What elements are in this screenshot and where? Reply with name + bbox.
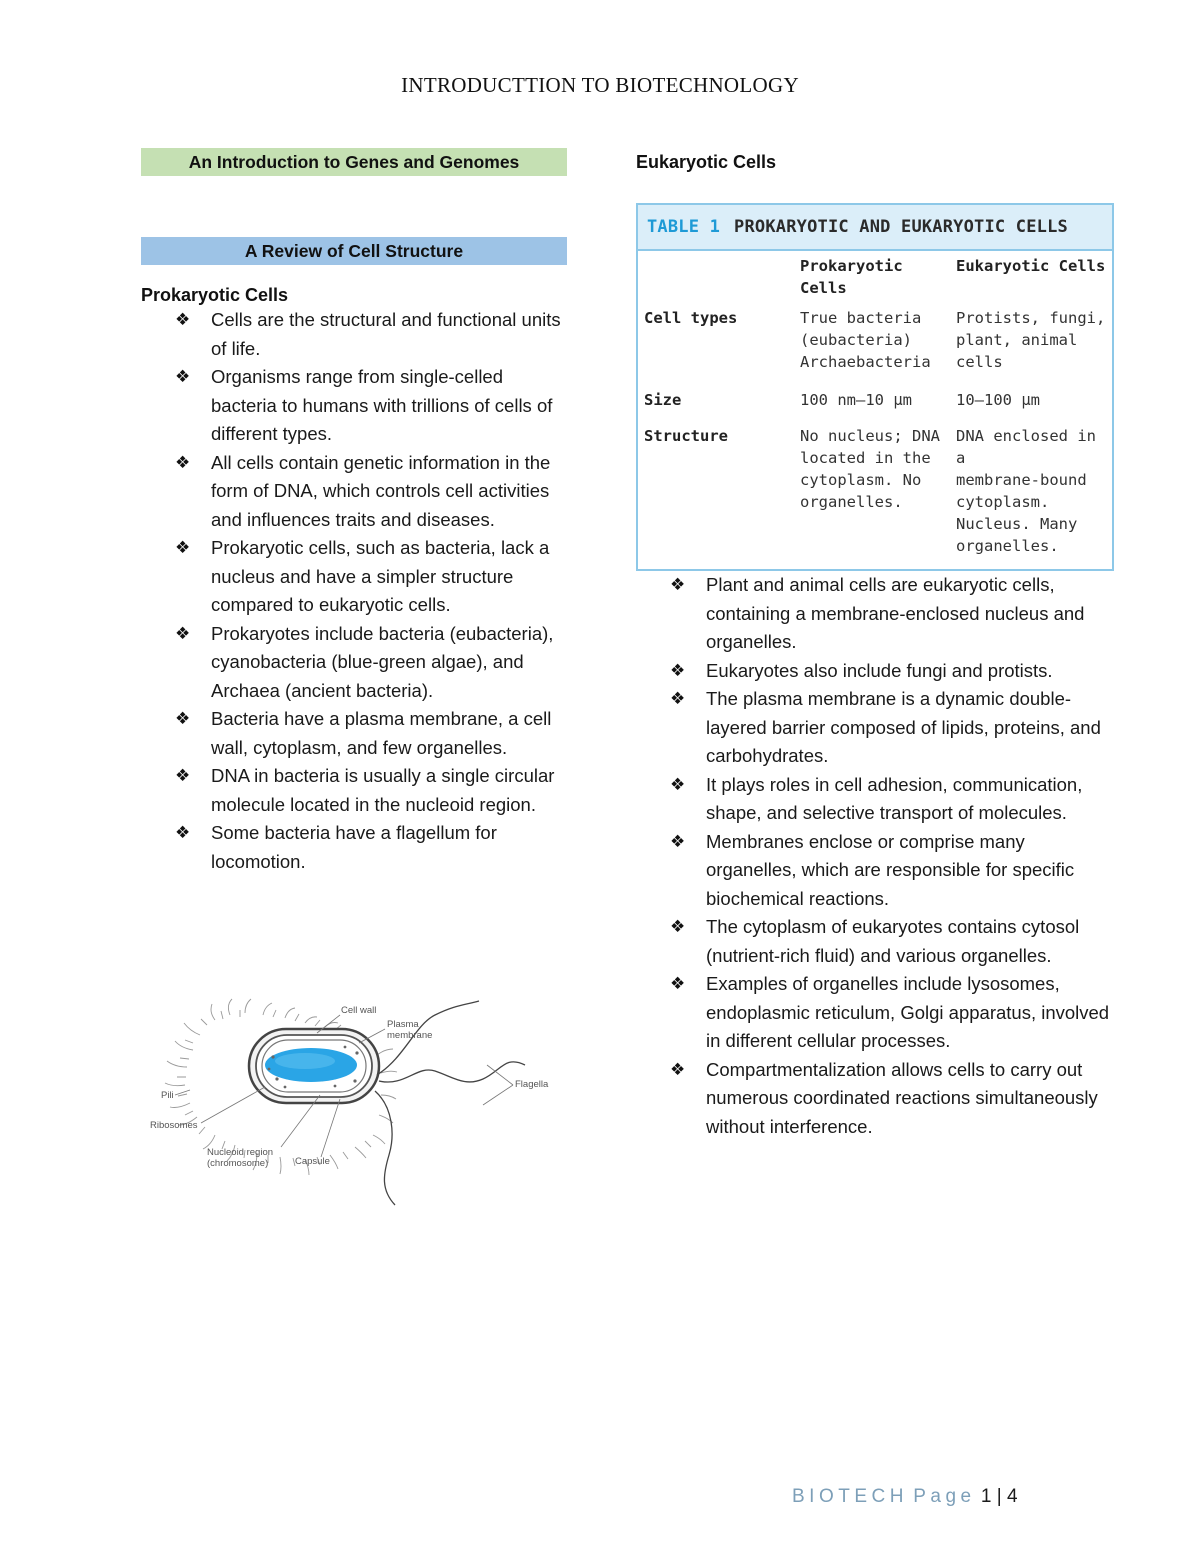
list-item-text: Plant and animal cells are eukaryotic cells, containing a membrane-enclosed nucleus and organelles. — [706, 574, 1085, 652]
diamond-bullet-icon: ❖ — [670, 575, 686, 595]
diamond-bullet-icon: ❖ — [670, 660, 686, 681]
eukaryotic-cells-heading: Eukaryotic Cells — [636, 152, 777, 172]
cell-line: (eubacteria) — [800, 331, 912, 349]
list-item-text: DNA in bacteria is usually a single circular molecule located in the nucleoid region. — [211, 765, 555, 815]
table-title: PROKARYOTIC AND EUKARYOTIC CELLS — [734, 217, 1068, 237]
list-item — [636, 685, 1116, 771]
list-item — [636, 828, 1116, 914]
table-row — [638, 307, 1112, 373]
list-item — [141, 620, 567, 706]
list-item-text: Prokaryotic cells, such as bacteria, lack a nucleus and have a simpler structure compared to eukaryotic cells. — [211, 537, 550, 615]
footer-page-total: 4 — [1006, 1486, 1018, 1507]
cell-line: membrane-bound — [956, 471, 1087, 489]
diamond-bullet-icon: ❖ — [670, 1059, 686, 1080]
list-item-text: The plasma membrane is a dynamic double-layered barrier composed of lipids, proteins, and carbohydrates. — [706, 688, 1101, 766]
list-item — [141, 705, 567, 762]
list-item — [141, 363, 567, 449]
column-header-prokaryotic: Prokaryotic Cells — [800, 257, 903, 297]
footer-label: BIOTECH — [792, 1486, 908, 1507]
section-band-genes-genomes: An Introduction to Genes and Genomes — [141, 148, 567, 176]
label-nucleoid-line1: Nucleoid region — [207, 1147, 274, 1158]
list-item-text: Cells are the structural and functional units of life. — [211, 309, 561, 359]
prokaryotic-cells-heading: Prokaryotic Cells — [141, 285, 289, 305]
cell-line: located in the — [800, 449, 931, 467]
section-band-cell-structure: A Review of Cell Structure — [141, 237, 567, 265]
list-item-text: Membranes enclose or comprise many organelles, which are responsible for specific biochemical reactions. — [706, 830, 1075, 909]
cell-line: organelles. — [956, 537, 1059, 555]
size-prokaryotic: 100 nm–10 μm — [800, 391, 912, 409]
label-nucleoid-line2: (chromosome) — [207, 1158, 269, 1169]
prokaryotic-bullet-list — [141, 306, 567, 876]
row-label-cell-types: Cell types — [644, 309, 738, 327]
cell-line: plant, animal cells — [956, 331, 1078, 371]
bacterium-diagram — [145, 995, 565, 1210]
list-item-text: Prokaryotes include bacteria (eubacteria), cyanobacteria (blue-green algae), and Archaea (ancient bacteria). — [211, 622, 554, 701]
list-item — [141, 449, 567, 535]
diamond-bullet-icon: ❖ — [175, 310, 191, 330]
diamond-bullet-icon: ❖ — [670, 774, 686, 795]
label-ribosomes: Ribosomes — [150, 1120, 198, 1131]
list-item-text: Bacteria have a plasma membrane, a cell wall, cytoplasm, and few organelles. — [211, 708, 552, 758]
list-item — [141, 762, 567, 819]
cell-line: No nucleus; DNA — [800, 427, 940, 445]
bacterium-diagram-svg — [145, 995, 565, 1210]
cell-comparison-table — [636, 203, 1114, 571]
list-item — [636, 657, 1116, 686]
list-item-text: Organisms range from single-celled bacteria to humans with trillions of cells of different types. — [211, 366, 553, 444]
label-plasma-membrane-line2: membrane — [387, 1030, 433, 1041]
table-header-row — [638, 255, 1112, 299]
diamond-bullet-icon: ❖ — [175, 623, 191, 644]
footer-page-number: 1 — [980, 1486, 992, 1507]
list-item-text: The cytoplasm of eukaryotes contains cytosol (nutrient-rich fluid) and various organelles. — [706, 916, 1080, 966]
list-item — [141, 534, 567, 620]
right-column — [636, 148, 1116, 1141]
footer-separator: | — [996, 1486, 1002, 1507]
diamond-bullet-icon: ❖ — [175, 538, 191, 558]
row-label-size: Size — [644, 391, 682, 409]
size-eukaryotic: 10–100 μm — [956, 391, 1040, 409]
list-item-text: Eukaryotes also include fungi and protists. — [706, 659, 1053, 681]
left-column — [141, 148, 567, 876]
list-item — [636, 970, 1116, 1056]
label-flagella: Flagella — [515, 1079, 549, 1090]
cell-line: cytoplasm. No — [800, 471, 922, 489]
diamond-bullet-icon: ❖ — [175, 709, 191, 729]
list-item-text: Some bacteria have a flagellum for locomotion. — [211, 822, 497, 872]
label-capsule: Capsule — [295, 1156, 330, 1167]
list-item — [636, 1056, 1116, 1142]
table-row — [638, 425, 1112, 557]
structure-eukaryotic — [956, 425, 1112, 557]
diamond-bullet-icon: ❖ — [175, 452, 191, 473]
diamond-bullet-icon: ❖ — [670, 831, 686, 852]
diamond-bullet-icon: ❖ — [670, 974, 686, 994]
list-item-text: Examples of organelles include lysosomes, endoplasmic reticulum, Golgi apparatus, involved in different cellular processes. — [706, 973, 1110, 1051]
cell-line: organelles. — [800, 493, 903, 511]
list-item — [636, 571, 1116, 657]
nucleoid-highlight — [275, 1053, 335, 1069]
document-title: INTRODUCTTION TO BIOTECHNOLOGY — [401, 73, 799, 97]
label-cell-wall: Cell wall — [341, 1005, 377, 1016]
list-item-text: It plays roles in cell adhesion, communication, shape, and selective transport of molecules. — [706, 773, 1083, 823]
cell-line: Archaebacteria — [800, 353, 931, 371]
list-item — [141, 819, 567, 876]
diamond-bullet-icon: ❖ — [670, 917, 686, 937]
cell-line: Protists, fungi, — [956, 309, 1106, 327]
table-header-empty — [638, 255, 800, 299]
list-item — [636, 913, 1116, 970]
cell-line: Nucleus. Many — [956, 515, 1078, 533]
label-pili: Pili — [161, 1090, 174, 1101]
diamond-bullet-icon: ❖ — [175, 766, 191, 786]
structure-prokaryotic — [800, 425, 956, 557]
diamond-bullet-icon: ❖ — [670, 689, 686, 709]
list-item-text: Compartmentalization allows cells to carry out numerous coordinated reactions simultaneously without interference. — [706, 1058, 1098, 1137]
cell-types-eukaryotic — [956, 307, 1112, 373]
eukaryotic-bullet-list — [636, 571, 1116, 1141]
cell-line: cytoplasm. — [956, 493, 1050, 511]
cell-line: True bacteria — [800, 309, 922, 327]
table-caption — [638, 205, 1112, 249]
cell-types-prokaryotic — [800, 307, 956, 373]
column-header-eukaryotic: Eukaryotic Cells — [956, 257, 1106, 275]
diamond-bullet-icon: ❖ — [175, 823, 191, 843]
footer-page-word: Page — [913, 1486, 976, 1507]
diamond-bullet-icon: ❖ — [175, 367, 191, 387]
table-number: TABLE 1 — [647, 217, 721, 237]
page-footer — [792, 1486, 1018, 1508]
list-item-text: All cells contain genetic information in the form of DNA, which controls cell activities and influences traits and diseases. — [211, 451, 551, 530]
list-item — [141, 306, 567, 363]
list-item — [636, 771, 1116, 828]
cell-line: DNA enclosed in a — [956, 427, 1096, 467]
label-plasma-membrane-line1: Plasma — [387, 1019, 419, 1030]
row-label-structure: Structure — [644, 427, 728, 445]
table-body — [638, 249, 1112, 569]
table-row — [638, 389, 1112, 411]
